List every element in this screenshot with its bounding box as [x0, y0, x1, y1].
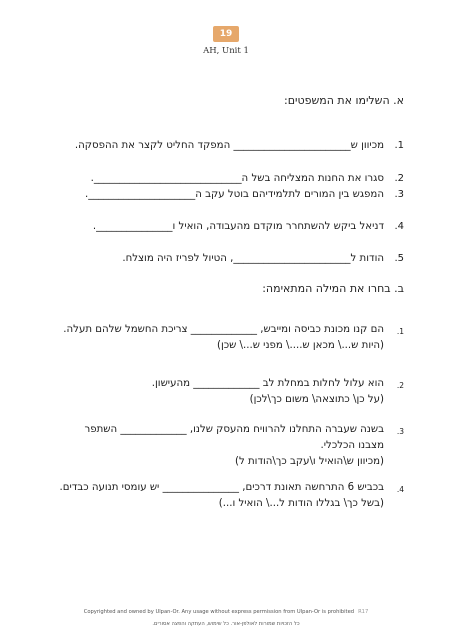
- part-a-title: א. השלימו את המשפטים:: [283, 94, 404, 107]
- item-number: 2.: [394, 173, 404, 184]
- part-b-list: [59, 322, 404, 534]
- part-a-item-4: [59, 219, 404, 251]
- page-reference: R17: [358, 609, 369, 615]
- unit-label: AH, Unit 1: [203, 46, 249, 56]
- item-number: 3.: [396, 427, 404, 436]
- item-options: (היות ש...\ מכאן ש....\ מפני ש...\ שכן): [216, 340, 384, 351]
- item-options: (מכיוון ש\הואיל ו\עקב כך\הודות ל): [234, 456, 384, 467]
- item-text: הם קנו מכונת כביסה ומייבש, _____________ צריכת החשמל שלהם תעלה.: [63, 324, 384, 335]
- item-number: 1.: [396, 327, 404, 336]
- part-a-item-2: [59, 171, 404, 187]
- copyright-text: Copyrighted and owned by Ulpan-Or. Any usage without express permission from Ulpan-Or is prohibited: [83, 609, 355, 615]
- item-number: 4.: [396, 485, 404, 494]
- item-number: 4.: [394, 221, 404, 232]
- item-number: 3.: [394, 189, 404, 200]
- part-b-title: ב. בחרו את המילה המתאימה:: [262, 282, 404, 295]
- part-a-list: [59, 138, 404, 267]
- item-text: סגרו את החנות המצליחה בשל ה_____________________________.: [90, 173, 384, 184]
- item-text: המפגש בין המורים לתלמידיהם בוטל עקב ה_____________________.: [84, 189, 384, 200]
- part-b-item-3: [59, 422, 404, 480]
- item-options: (בשל כך\ בגללו הודות ל...\ הואיל ו...): [218, 498, 384, 509]
- part-b-item-2: [59, 376, 404, 422]
- item-text: דניאל ביקש להשתחרר מוקדם מהעבודה, הואיל ו_______________.: [92, 221, 384, 232]
- item-number: 1.: [394, 140, 404, 151]
- part-a-item-5: [59, 251, 404, 267]
- part-a-item-3: [59, 187, 404, 219]
- item-text: הוא עלול לחלות במחלת לב _____________ מהעישון.: [151, 378, 384, 389]
- item-text: בכביש 6 התרחשה תאונת דרכים, _______________ יש עומסי תנועה כבדים.: [59, 482, 384, 493]
- part-b-item-1: [59, 322, 404, 376]
- item-text: בשנה שעברה התחלנו להרוויח מהעסק שלנו, _____________ השתפר מצבנו הכלכלי.: [84, 424, 384, 451]
- item-number: 5.: [394, 253, 404, 264]
- part-b-item-4: [59, 480, 404, 534]
- item-text: הודות ל_______________________, הטיול לפריז היה מוצלח.: [122, 253, 384, 264]
- page-number-badge: 19: [213, 26, 239, 42]
- copyright-notice-hebrew: כל הזכויות שמורות לאולפן-אור. כל שימוש, העתקה והפצה אסורים.: [152, 621, 300, 627]
- copyright-notice: [0, 609, 452, 615]
- item-number: 2.: [396, 381, 404, 390]
- item-text: מכיוון ש_______________________ המפקד החליט לקצר את ההפסקה.: [74, 140, 384, 151]
- item-options: (על כן\ כתוצאה\ משום כך\לכן): [249, 394, 384, 405]
- part-a-item-1: [59, 138, 404, 171]
